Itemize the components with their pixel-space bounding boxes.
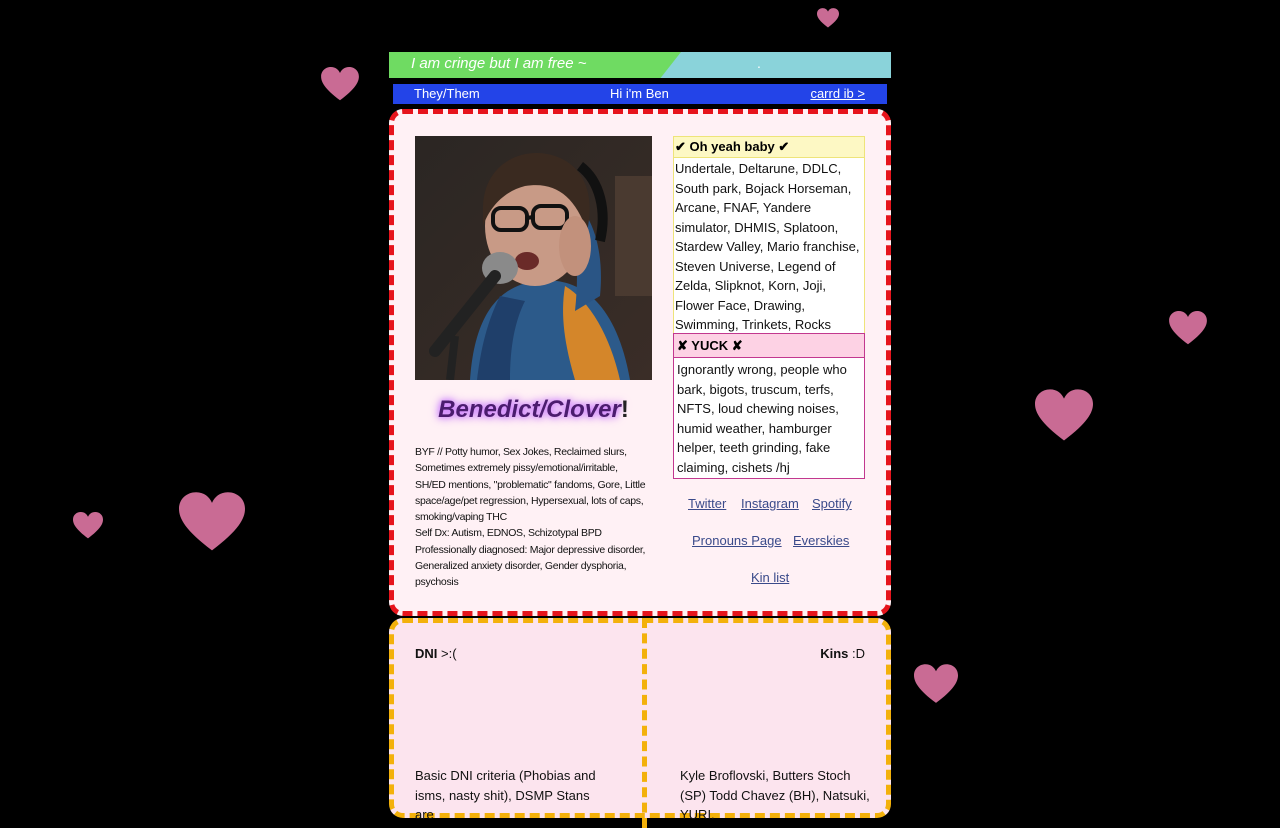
- likes-box: [673, 136, 865, 336]
- profile-photo: [415, 136, 652, 380]
- nav-bar: [393, 84, 887, 104]
- dislikes-box: [673, 333, 865, 479]
- dislikes-text: Ignorantly wrong, people who bark, bigots, truscum, terfs, NFTS, loud chewing noises, humid weather, hamburger helper, teeth grinding, fake claiming, cishets /hj: [677, 362, 847, 475]
- profile-name-main: Benedict/Clover: [438, 396, 621, 423]
- kin-list-link[interactable]: Kin list: [751, 570, 790, 585]
- twitter-link[interactable]: Twitter: [688, 496, 727, 511]
- dni-suffix: >:(: [441, 646, 457, 661]
- dislikes-header: ✘ YUCK ✘: [674, 334, 864, 358]
- heart-icon: [321, 67, 359, 101]
- pronouns-label: They/Them: [414, 86, 480, 101]
- heart-icon: [179, 492, 245, 552]
- pronouns-page-link[interactable]: Pronouns Page: [692, 533, 782, 548]
- kins-suffix: :D: [852, 646, 865, 661]
- greeting-label: Hi i'm Ben: [610, 86, 669, 101]
- bio-self-dx: Self Dx: Autism, EDNOS, Schizotypal BPD: [415, 527, 602, 540]
- dni-kins-card: [389, 618, 891, 822]
- bio-byf: BYF // Potty humor, Sex Jokes, Reclaimed slurs, Sometimes extremely pissy/emotional/irritable, SH/ED mentions, "problematic" fandoms, Gore, Little space/age/pet regression, Hypersexual, lots of caps, smoking/vaping THC: [415, 446, 646, 524]
- heart-icon: [817, 8, 839, 28]
- bio-diagnosed: Professionally diagnosed: Major depressive disorder, Generalized anxiety disorder, Gender dysphoria, psychosis: [415, 543, 646, 589]
- kins-text: Kyle Broflovski, Butters Stoch (SP) Todd Chavez (BH), Natsuki, YURI.: [680, 768, 870, 822]
- likes-header: ✔ Oh yeah baby ✔: [674, 137, 864, 158]
- dni-heading: [415, 646, 457, 661]
- profile-name: [415, 396, 652, 424]
- spotify-link[interactable]: Spotify: [812, 496, 852, 511]
- kins-heading: [820, 646, 865, 661]
- heart-icon: [73, 512, 103, 539]
- header-banner: [389, 52, 891, 78]
- profile-bio: [415, 444, 650, 591]
- kins-title: Kins: [820, 646, 849, 661]
- carrd-link[interactable]: carrd ib >: [810, 86, 865, 101]
- dni-text: Basic DNI criteria (Phobias and isms, nasty shit), DSMP Stans are: [415, 768, 596, 822]
- heart-icon: [914, 664, 958, 704]
- card-divider: [642, 618, 647, 828]
- dni-title: DNI: [415, 646, 438, 661]
- profile-card: [389, 109, 891, 616]
- profile-name-suffix: !: [620, 396, 629, 423]
- everskies-link[interactable]: Everskies: [793, 533, 850, 548]
- banner-dot: .: [757, 55, 761, 71]
- heart-icon: [1169, 311, 1207, 345]
- heart-icon: [1035, 389, 1093, 442]
- likes-text: Undertale, Deltarune, DDLC, South park, Bojack Horseman, Arcane, FNAF, Yandere simulator, DHMIS, Splatoon, Stardew Valley, Mario franchise, Steven Universe, Legend of Zelda, Slipknot, Korn, Joji, Flower Face, Drawing, Swimming, Trinkets, Rocks: [675, 161, 860, 332]
- instagram-link[interactable]: Instagram: [741, 496, 799, 511]
- banner-tagline: I am cringe but I am free ~: [411, 55, 587, 72]
